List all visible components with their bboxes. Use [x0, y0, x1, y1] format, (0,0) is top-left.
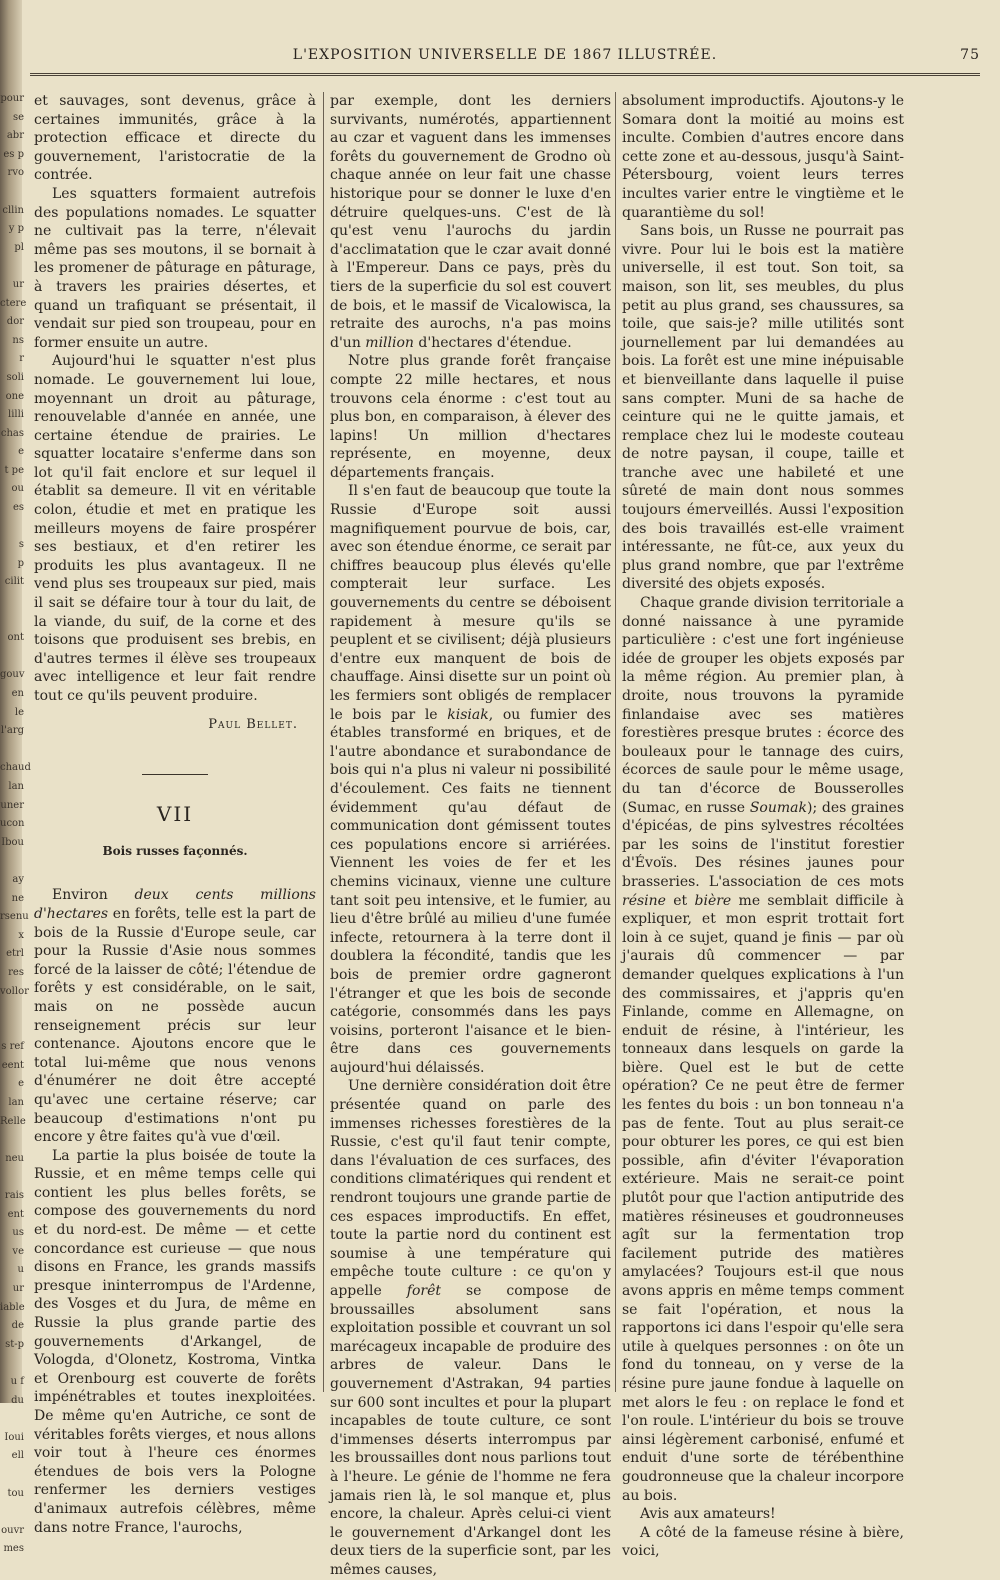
bleed-line: ucon — [0, 818, 25, 830]
bleed-line: rais — [4, 1190, 24, 1202]
page-header — [30, 47, 980, 69]
bleed-line — [0, 1466, 24, 1485]
bleed-line: s — [18, 539, 24, 551]
section-separator — [142, 774, 208, 775]
running-title: L'EXPOSITION UNIVERSELLE DE 1867 ILLUSTRÉE. — [292, 47, 718, 63]
bleed-line: de — [11, 1320, 24, 1332]
paragraph: Sans bois, un Russe ne pourrait pas vivre. Pour lui le bois est la matière universelle, il est tout. Son toit, sa maison, son lit, ses meubles, du plus petit au plus grand, ses chaussures, sa toile, que sais-je? mille utilités sont journellement par lui demandées au bois. La forêt est une mine inépuisable et bienveillante dans laquelle il puise sans compter. Muni de sa hache de ceinture qui ne le quitte jamais, et remplace chez lui le modeste couteau de notre paysan, il coupe, taille et tranche avec une habileté et une sûreté de main dont nous sommes toujours émerveillés. Aussi l'exposition des bois travaillés est-elle vraiment intéressante, ne fût-ce, aux yeux du plus grand nombre, que par l'extrême diversité des objets exposés. — [622, 223, 904, 593]
paragraph: et sauvages, sont devenus, grâce à certaines immunités, grâce à la protection efficace et directe du gouvernement, l'aristocratie de la contrée. — [34, 93, 316, 184]
author-signature: Paul Bellet. — [208, 716, 298, 732]
bleed-line: ur — [12, 278, 24, 290]
column-2 — [330, 92, 611, 1578]
bleed-line — [0, 648, 24, 667]
header-rule — [30, 73, 980, 76]
bleed-line: Ibou — [1, 836, 24, 848]
bleed-line: ent — [7, 1208, 24, 1220]
bleed-line: tou — [7, 1487, 24, 1499]
bleed-line: e lan — [8, 1078, 24, 1109]
bleed-line: rvo — [7, 167, 24, 179]
bleed-line: t pe — [4, 464, 24, 476]
bleed-line: e — [18, 446, 24, 458]
bleed-line: ell — [11, 1450, 24, 1462]
paragraph: Il s'en faut de beaucoup que toute la Russie d'Europe soit aussi magnifiquement pourvue de bois, car, avec son étendue énorme, ce serait par chiffres beaucoup plus élevés qu'elle compterait leur surface. Les gouvernements du centre se déboisent rapidement à mesure qu'ils se peuplent et se civilisent; déjà plusieurs d'entre eux manquent de bois de chauffage. Ainsi disette sur un point où les fermiers sont obligés de remplacer le bois par le kisiak, ou fumier des étables transformé en briques, et de l'autre abondance et surabondance de bois qui n'a plus ni valeur ni possibilité d'écoulement. Ces faits ne tiennent évidemment qu'au défaut de communication dont gémissent toutes ces populations encore si arriérées. Viennent les voies de fer et les chemins vicinaux, vienne une culture tant soit peu intensive, et le fumier, au lieu d'être brûlé au milieu d'une fumée infecte, retournera à la terre dont il doublera la fécondité, tandis que les bois de premier ordre gagneront l'étranger et que les bois de seconde catégorie, consommés dans les pays voisins, porteront l'aisance et le bien-être dans ces gouvernements aujourd'hui délaissés. — [330, 483, 611, 1076]
facing-page-bleed — [0, 90, 31, 1555]
section-number: VII — [156, 802, 194, 827]
page-number: 75 — [960, 47, 980, 63]
paragraph: Environ deux cents millions d'hectares en forêts, telle est la part de bois de la Russie d'Europe seule, car pour la Russie d'Asie nous sommes forcé de la laisser de côté; l'étendue de forêts y est considérable, on le sait, mais on ne possède aucun renseignement précis sur leur contenance. Ajoutons encore que le total lui-même que nous venons d'énumérer ne doit être accepté qu'avec une certaine réserve; car beaucoup d'estimations n'ont pu encore y être faites qu'à vue d'œil. — [34, 887, 316, 1146]
bleed-line — [0, 257, 24, 276]
bleed-line — [0, 1131, 24, 1150]
bleed-line: Relle — [0, 1115, 26, 1127]
column-3 — [622, 92, 905, 1560]
bleed-line — [0, 741, 24, 760]
paragraph: Une dernière considération doit être présentée quand on parle des immenses richesses forestières de la Russie, c'est qu'il faut tenir compte, dans l'évaluation de ces surfaces, des conditions climatériques qui rendent et rendront toujours une grande partie de ces espaces improductifs. En effet, toute la partie nord du continent est soumise à une température qui empêche toute culture : ce qu'on y appelle forêt se compose de broussailles absolument sans exploitation possible et couvrant un sol marécageux incapable de produire des arbres de valeur. Dans le gouvernement d'Astrakan, 94 parties sur 600 sont incultes et pour la plupart incapables de toute culture, ce sont d'immenses déserts interrompus par les broussailles dont nous parlions tout à l'heure. Le génie de l'homme ne fera jamais rien là, le sol manque et, plus encore, la chaleur. Après celui-ci vient le gouvernement d'Arkangel dont les deux tiers de la superficie sont, par les mêmes causes, — [330, 1078, 611, 1578]
bleed-line: dor — [6, 316, 24, 328]
paragraph: Les squatters formaient autrefois des populations nomades. Le squatter ne cultivait pas la terre, n'élevait même pas ses moutons, il se bornait à les promener de pâturage en pâturage, à travers les prairies désertes, et quand un trafiquant se présentait, il vendait sur pied son troupeau, pour en former ensuite un autre. — [34, 185, 316, 351]
section-title: Bois russes façonnés. — [102, 843, 248, 858]
bleed-line: ctere — [0, 297, 27, 309]
bleed-line: eent — [1, 1059, 24, 1071]
column-1 — [34, 92, 316, 1536]
bleed-line — [0, 1168, 24, 1187]
paragraph: Chaque grande division territoriale a donné naissance à une pyramide particulière : c'est une fort ingénieuse idée de grouper les objets exposés par la même région. Au premier plan, à droite, nous trouvons la pyramide finlandaise avec ses matières forestières presque brutes : écorce des bouleaux pour le tannage des cuirs, écorces de saule pour le même usage, du tan d'écorce de Bousserolles (Sumac, en russe Soumak); des graines d'épicéas, de pins sylvestres récoltées par les soins de l'institut forestier d'Évoïs. Des résines jaunes pour brasseries. L'association de ces mots résine et bière me semblait difficile à expliquer, et mon esprit trottait fort loin à ce sujet, quand je finis — par où j'aurais dû commencer — par demander quelques explications à l'un des commissaires, et j'appris qu'en Finlande, comme en Allemagne, on enduit de résine, à l'intérieur, les tonneaux dans lesquels on garde la bière. Quel est le but de cette opération? Ce ne peut être de fermer les fentes du bois : un bon tonneau n'a pas de fente. Tout au plus serait-ce pour obturer les pores, ce qui est bien possible, afin d'éviter l'évaporation extérieure. Mais ne serait-ce point plutôt pour que l'action antiputride des matières résineuses et goudronneuses agît sur la fermentation trop facilement putride des matières amylacées? Toujours est-il que nous avons appris en même temps comment se fait l'opération, et nous la rapportons ici dans l'espoir qu'elle sera utile à quelques personnes : on ôte un fond du tonneau, on y verse de la résine pure jaune fondue à laquelle on met alors le feu : on replace le fond et l'on roule. L'intérieur du bois se trouve ainsi légèrement carbonisé, enfumé et enduit d'une sorte de térébenthine goudronneuse que la chaleur incorpore au bois. — [622, 595, 905, 1504]
bleed-line: p — [17, 557, 24, 569]
column-divider-1 — [323, 92, 324, 1392]
bleed-line: soli — [6, 371, 24, 383]
bleed-line: us ve — [12, 1227, 24, 1257]
bleed-line: pl — [14, 241, 24, 253]
bleed-line — [0, 1020, 24, 1039]
bleed-line: iable — [0, 1301, 25, 1313]
bleed-line: one — [5, 390, 24, 402]
bleed-line: rsenu — [0, 911, 29, 923]
column-divider-2 — [615, 92, 616, 1392]
paragraph: A côté de la fameuse résine à bière, voici, — [622, 1524, 904, 1560]
bleed-line: y p — [8, 223, 24, 235]
bleed-line: neu — [5, 1152, 24, 1164]
bleed-line: du — [11, 1394, 24, 1406]
bleed-line: s ref — [1, 1041, 24, 1053]
bleed-line: vollor — [0, 985, 29, 997]
bleed-line: r — [19, 353, 24, 365]
bleed-line: ay — [12, 873, 24, 885]
bleed-line: u f — [10, 1375, 24, 1387]
bleed-line: es — [12, 502, 24, 514]
bleed-line — [0, 1354, 24, 1373]
bleed-line: gouv — [0, 669, 25, 681]
bleed-line — [0, 1001, 24, 1020]
bleed-line: ne — [11, 892, 24, 904]
bleed-line: Ioui — [4, 1431, 24, 1443]
bleed-line: ouvr — [1, 1524, 24, 1536]
bleed-line — [0, 183, 24, 202]
bleed-line: u — [17, 1264, 24, 1276]
bleed-line: se — [12, 111, 24, 123]
bleed-line: abr — [6, 130, 24, 142]
paragraph: Avis aux amateurs! — [640, 1506, 776, 1523]
bleed-line: l'arg — [0, 725, 24, 737]
bleed-line: ont — [7, 632, 24, 644]
bleed-line: ur — [12, 1283, 24, 1294]
bleed-line: es p — [3, 148, 24, 160]
paragraph: Notre plus grande forêt française compte 22 mille hectares, et nous trouvons cela énorme : c'est tout au plus bon, en comparaison, à élever des lapins! Un million d'hectares représente, en moyenne, deux départements français. — [330, 353, 611, 481]
bleed-line — [0, 852, 24, 871]
bleed-line: mes — [3, 1543, 24, 1555]
paragraph: absolument improductifs. Ajoutons-y le Somara dont la moitié au moins est inculte. Combien d'autres encore dans cette zone et au-dessous, jusqu'à Saint-Pétersbourg, voient leurs terres incultes varier entre le vingtième et le quarantième du sol! — [622, 93, 904, 221]
paragraph: Aujourd'hui le squatter n'est plus nomade. Le gouvernement lui loue, moyennant un droit au pâturage, renouvelable d'année en année, une certaine étendue de prairies. Le squatter locataire s'enferme dans son lot qu'il fait enclore et sur lequel il établit sa demeure. Il vit en véritable colon, étudie et met en pratique les meilleurs moyens de faire prospérer ses bestiaux, et d'en retirer les produits les plus avantageux. Il ne vend plus ses troupeaux sur pied, mais il sait se défaire tour à tour du lait, de la viande, du suif, de la corne et des toisons que produisent ses brebis, en d'autres termes il élève ses troupeaux avec intelligence et leur fait rendre tout ce qu'ils peuvent produire. — [34, 353, 316, 704]
paragraph: par exemple, dont les derniers survivants, numérotés, appartiennent au czar et vaguent dans les immenses forêts du gouvernement de Grodno où chaque année on leur fait une chasse historique pour se donner le luxe d'en détruire quelques-uns. C'est de là qu'est venu l'aurochs du jardin d'acclimatation que le czar avait donné à l'Empereur. Dans ce pays, près du tiers de la superficie du sol est couvert de bois, et le massif de Vicalowisca, la retraite des aurochs, n'a pas moins d'un million d'hectares d'étendue. — [330, 93, 611, 351]
bleed-line: lan — [8, 780, 24, 792]
bleed-line — [0, 1503, 24, 1522]
bleed-line: chaud — [0, 762, 31, 774]
paragraph: La partie la plus boisée de toute la Russie, et en même temps celle qui contient les plus belles forêts, se compose des gouvernements du nord et du nord-est. De même — et cette concordance est curieuse — que nous disons en France, les grands massifs presque ininterrompus de l'Ardenne, des Vosges et du Jura, de même en Russie la plus grande partie des gouvernements d'Arkangel, de Vologda, d'Olonetz, Kostroma, Vintka et Orenbourg est couverte de forêts impénétrables et toutes inexploitées. De même qu'en Autriche, ce sont de véritables forêts vierges, et nous allons voir tout à l'heure ces énormes étendues de bois vers la Pologne renfermer les derniers vestiges d'animaux autrefois célèbres, même dans notre France, l'aurochs, — [34, 1147, 316, 1536]
bleed-line — [0, 611, 24, 630]
bleed-line: cllin — [2, 204, 24, 216]
bleed-line: pour — [0, 93, 24, 104]
bleed-line — [0, 518, 24, 537]
bleed-line: cilit — [4, 576, 24, 588]
bleed-line: st-p — [5, 1338, 24, 1350]
bleed-line: x — [18, 929, 24, 941]
bleed-line: res — [8, 966, 24, 978]
bleed-line: chas — [0, 427, 24, 439]
bleed-line: en le — [11, 688, 24, 718]
bleed-line: etrl — [6, 948, 24, 960]
bleed-line — [0, 592, 24, 611]
bleed-line — [0, 1410, 24, 1429]
bleed-line: uner — [0, 799, 24, 811]
bleed-line: ns — [12, 334, 24, 346]
bleed-line: lilli — [8, 409, 24, 421]
bleed-line: ou — [11, 483, 24, 495]
